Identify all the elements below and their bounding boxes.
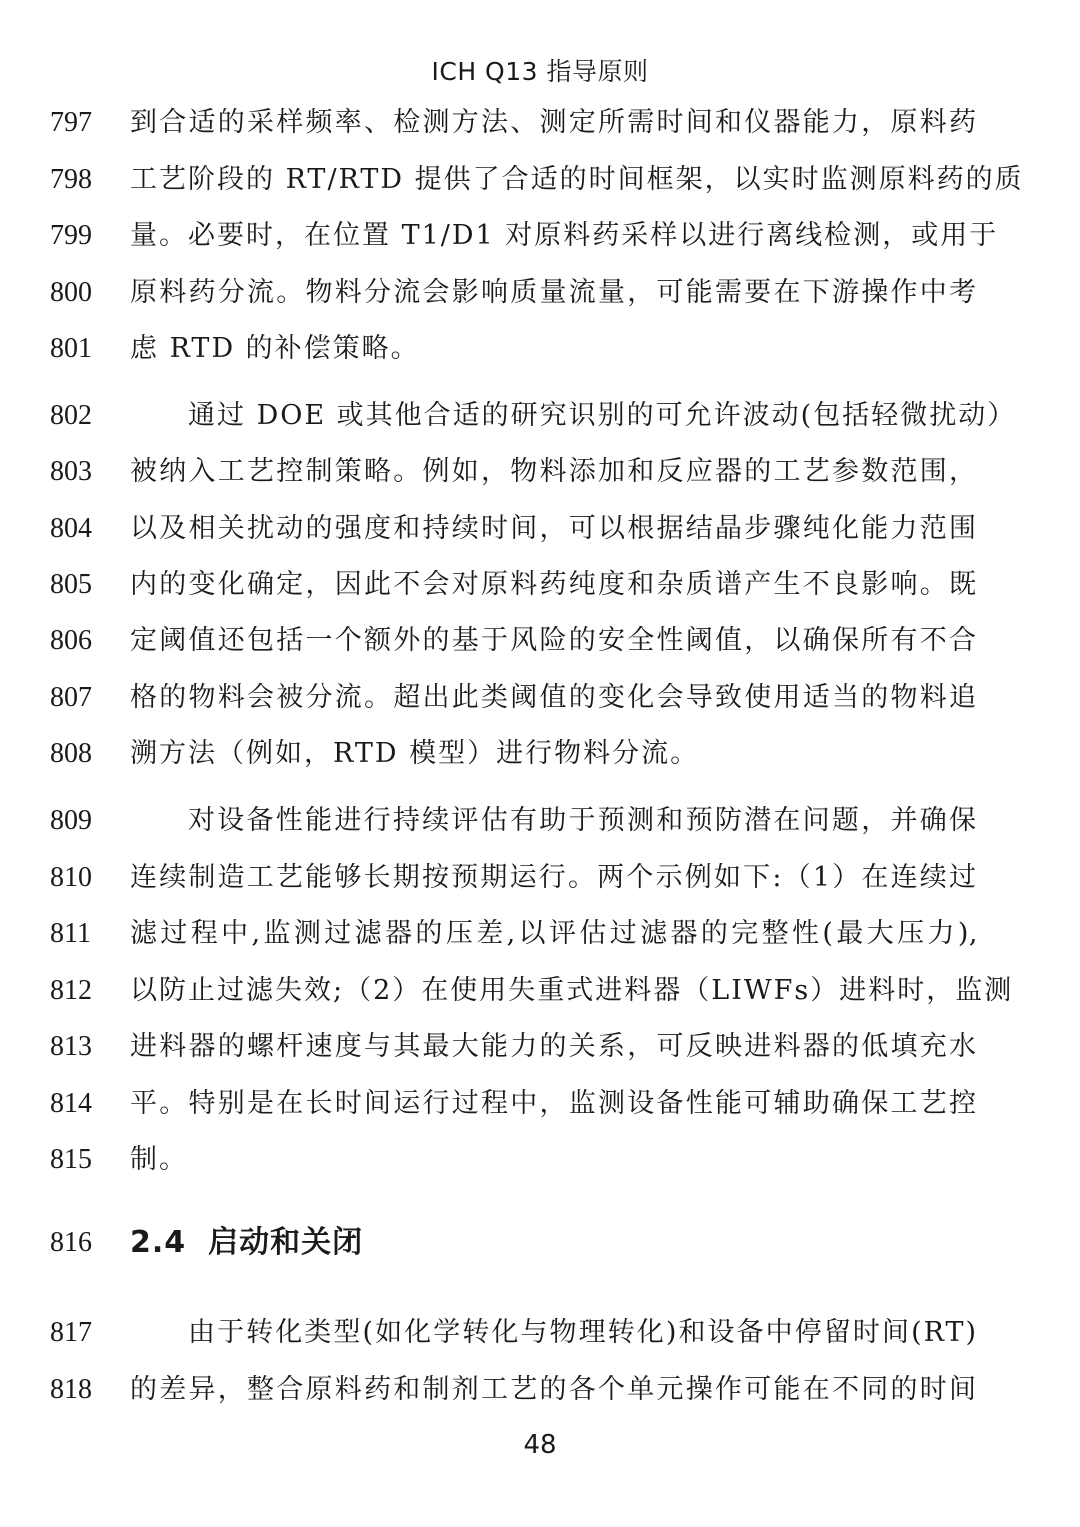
line-text: 由于转化类型(如化学转化与物理转化)和设备中停留时间(RT): [188, 1317, 978, 1348]
line-text: 工艺阶段的 RT/RTD 提供了合适的时间框架，以实时监测原料药的质: [130, 164, 1024, 195]
line-text: 格的物料会被分流。超出此类阈值的变化会导致使用适当的物料追: [130, 682, 978, 713]
section-heading-line: [0, 1223, 1080, 1263]
line-number: 797: [50, 107, 92, 138]
line-number: 815: [50, 1144, 92, 1175]
line-number: 812: [50, 975, 92, 1006]
line-number: 817: [50, 1317, 92, 1348]
text-line: [0, 103, 1080, 143]
section-heading: [130, 1223, 363, 1263]
line-text: 平。特别是在长时间运行过程中，监测设备性能可辅助确保工艺控: [130, 1088, 978, 1119]
text-line: [0, 329, 1080, 369]
text-line: [0, 734, 1080, 774]
text-line: [0, 452, 1080, 492]
line-number: 818: [50, 1374, 92, 1405]
line-text: 以防止过滤失效;（2）在使用失重式进料器（LIWFs）进料时，监测: [130, 975, 1014, 1006]
line-number: 811: [50, 918, 91, 949]
line-number: 798: [50, 164, 92, 195]
line-number: 809: [50, 805, 92, 836]
line-number: 813: [50, 1031, 92, 1062]
text-line: [0, 396, 1080, 436]
line-text: 到合适的采样频率、检测方法、测定所需时间和仪器能力，原料药: [130, 107, 978, 138]
line-number: 805: [50, 569, 92, 600]
line-number: 800: [50, 277, 92, 308]
text-line: [0, 858, 1080, 898]
text-line: [0, 509, 1080, 549]
text-line: [0, 1370, 1080, 1410]
text-line: [0, 1140, 1080, 1180]
text-line: [0, 1027, 1080, 1067]
line-text: 连续制造工艺能够长期按预期运行。两个示例如下:（1）在连续过: [130, 862, 978, 893]
line-number: 802: [50, 400, 92, 431]
text-line: [0, 621, 1080, 661]
line-number: 807: [50, 682, 92, 713]
line-text: 定阈值还包括一个额外的基于风险的安全性阈值，以确保所有不合: [130, 625, 978, 656]
line-text: 原料药分流。物料分流会影响质量流量，可能需要在下游操作中考: [130, 277, 978, 308]
line-number: 801: [50, 333, 92, 364]
line-number: 804: [50, 513, 92, 544]
section-number: 2.4: [130, 1225, 187, 1260]
section-title: 启动和关闭: [208, 1225, 364, 1260]
line-text: 制。: [130, 1144, 188, 1175]
line-text: 虑 RTD 的补偿策略。: [130, 333, 420, 364]
text-line: [0, 216, 1080, 256]
line-number: 799: [50, 220, 92, 251]
line-number: 808: [50, 738, 92, 769]
line-text: 对设备性能进行持续评估有助于预测和预防潜在问题，并确保: [188, 805, 978, 836]
line-text: 量。必要时，在位置 T1/D1 对原料药采样以进行离线检测，或用于: [130, 220, 999, 251]
text-line: [0, 678, 1080, 718]
text-line: [0, 1313, 1080, 1353]
line-number: 816: [50, 1227, 92, 1258]
page-header: ICH Q13 指导原则: [431, 57, 649, 86]
line-text: 的差异，整合原料药和制剂工艺的各个单元操作可能在不同的时间: [130, 1374, 978, 1405]
line-text: 内的变化确定，因此不会对原料药纯度和杂质谱产生不良影响。既: [130, 569, 978, 600]
line-text: 以及相关扰动的强度和持续时间，可以根据结晶步骤纯化能力范围: [130, 513, 978, 544]
text-line: [0, 971, 1080, 1011]
line-number: 810: [50, 862, 92, 893]
line-text: 通过 DOE 或其他合适的研究识别的可允许波动(包括轻微扰动）: [188, 400, 1017, 431]
text-line: [0, 273, 1080, 313]
line-text: 滤过程中,监测过滤器的压差,以评估过滤器的完整性(最大压力),: [130, 918, 978, 949]
line-number: 814: [50, 1088, 92, 1119]
text-line: [0, 565, 1080, 605]
line-text: 被纳入工艺控制策略。例如，物料添加和反应器的工艺参数范围，: [130, 456, 978, 487]
line-number: 806: [50, 625, 92, 656]
text-line: [0, 1084, 1080, 1124]
line-text: 溯方法（例如，RTD 模型）进行物料分流。: [130, 738, 700, 769]
text-line: [0, 914, 1080, 954]
text-line: [0, 801, 1080, 841]
line-text: 进料器的螺杆速度与其最大能力的关系，可反映进料器的低填充水: [130, 1031, 978, 1062]
page-number: 48: [523, 1430, 557, 1460]
line-number: 803: [50, 456, 92, 487]
text-line: [0, 160, 1080, 200]
